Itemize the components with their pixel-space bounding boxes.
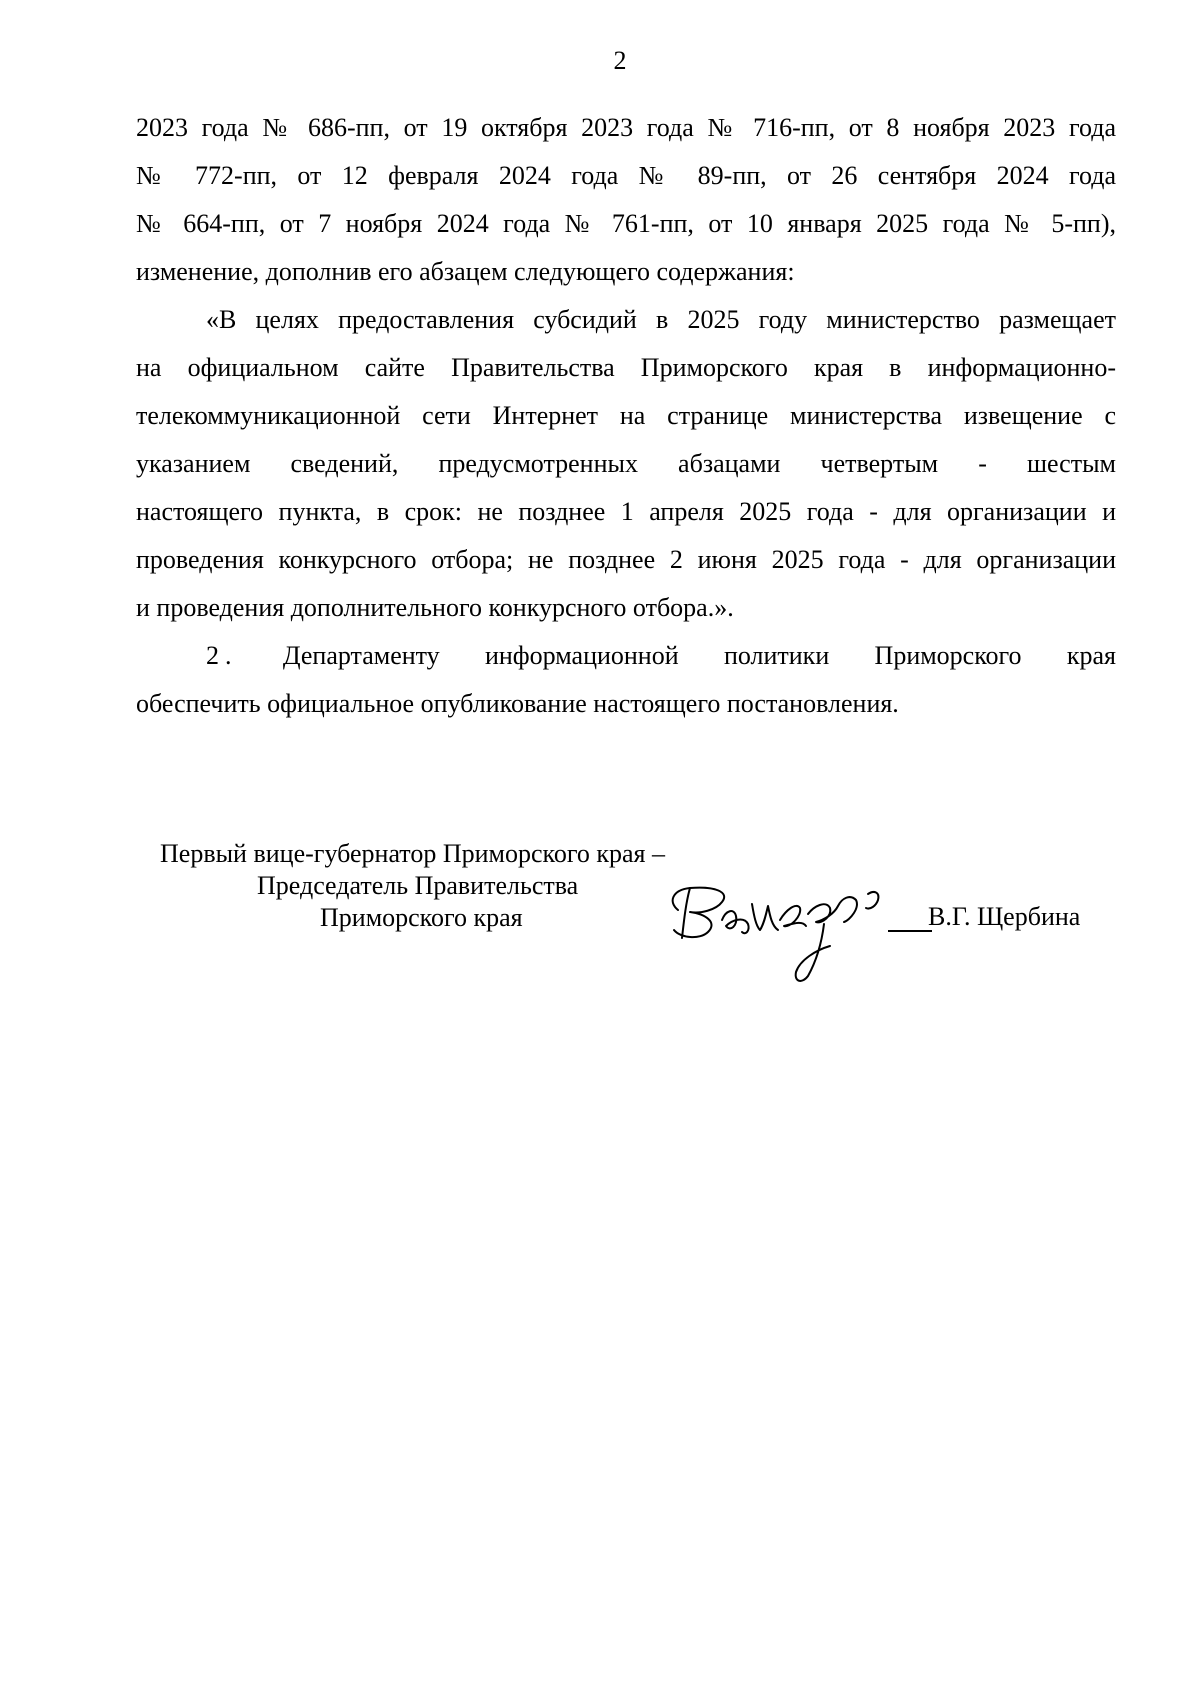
paragraph-2-line-3: телекоммуникационной сети Интернет на странице министерства извещение с	[136, 401, 1116, 430]
signer-name: В.Г. Щербина	[928, 902, 1081, 931]
signature-line	[888, 930, 932, 932]
signature-title-line-3: Приморского края	[320, 903, 523, 932]
paragraph-1-line-3: № 664-пп, от 7 ноября 2024 года № 761-пп, от 10 января 2025 года № 5-пп),	[136, 209, 1116, 238]
paragraph-2-line-7: и проведения дополнительного конкурсного отбора.».	[136, 593, 734, 622]
paragraph-3-line-2: обеспечить официальное опубликование настоящего постановления.	[136, 689, 899, 718]
signature-title-line-1: Первый вице-губернатор Приморского края –	[160, 839, 665, 868]
paragraph-1-line-4: изменение, дополнив его абзацем следующего содержания:	[136, 257, 795, 286]
paragraph-1-line-1: 2023 года № 686-пп, от 19 октября 2023 года № 716-пп, от 8 ноября 2023 года	[136, 113, 1116, 142]
paragraph-3-line-1	[136, 632, 1116, 680]
page-number: 2	[613, 46, 627, 75]
paragraph-2-line-2: на официальном сайте Правительства Приморского края в информационно-	[136, 353, 1116, 382]
signature-title-line-2: Председатель Правительства	[257, 871, 579, 900]
paragraph-2-line-6: проведения конкурсного отбора; не позднее 2 июня 2025 года - для организации	[136, 545, 1116, 574]
paragraph-2-line-4: указанием сведений, предусмотренных абзацами четвертым - шестым	[136, 449, 1116, 478]
document-body	[136, 104, 1116, 728]
paragraph-2-line-1: «В целях предоставления субсидий в 2025 году министерство размещает	[206, 305, 1116, 334]
handwritten-signature-icon	[660, 880, 910, 990]
paragraph-3-first-line-text: Департаменту информационной политики Приморского края	[282, 641, 1116, 670]
paragraph-2-line-5: настоящего пункта, в срок: не позднее 1 апреля 2025 года - для организации и	[136, 497, 1116, 526]
paragraph-3-number: 2.	[206, 641, 238, 670]
paragraph-1-line-2: № 772-пп, от 12 февраля 2024 года № 89-пп, от 26 сентября 2024 года	[136, 161, 1116, 190]
